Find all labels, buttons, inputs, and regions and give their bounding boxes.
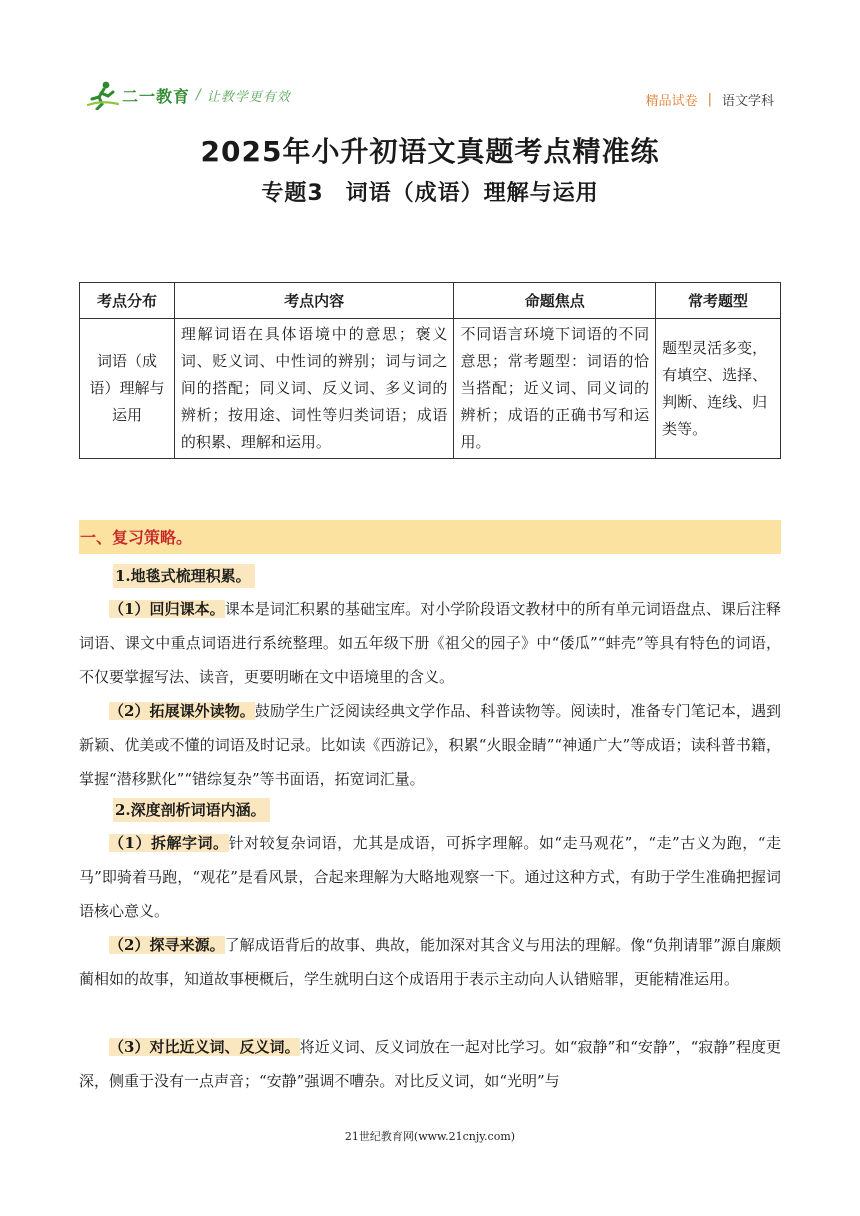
quality-tag: 精品试卷 <box>645 94 698 109</box>
brand-name: 二一教育 <box>122 86 191 106</box>
paragraph-lead: （1）拆解字词。 <box>109 834 229 852</box>
paragraph-split-words <box>79 826 781 928</box>
brand-divider: / <box>196 87 201 103</box>
table-header-cell: 常考题型 <box>656 283 781 319</box>
paragraph-text: 针对较复杂词语，尤其是成语，可拆字理解。如“走马观花”，“走”古义为跑，“走马”即骑着马跑，“观花”是看风景，合起来理解为大略地观察一下。通过这种方式，有助于学生准确把握词语核心意义。 <box>79 834 781 920</box>
paragraph-text: 将近义词、反义词放在一起对比学习。如“寂静”和“安静”，“寂静”程度更深，侧重于没有一点声音；“安静”强调不嘈杂。对比反义词，如“光明”与 <box>79 1038 781 1090</box>
paragraph-compare-synonyms <box>79 1030 781 1098</box>
cell-focus: 不同语言环境下词语的不同意思；常考题型：词语的恰当搭配；近义词、同义词的辨析；成语的正确书写和运用。 <box>454 319 656 459</box>
paragraph-explore-origins <box>79 928 781 996</box>
subtitle-topic-number: 专题3 <box>261 181 324 206</box>
table-header-cell: 考点分布 <box>80 283 175 319</box>
page-title: 2025年小升初语文真题考点精准练 <box>200 135 660 168</box>
table-row <box>80 319 781 459</box>
brand-logo[interactable] <box>86 80 291 110</box>
paragraph-lead: （1）回归课本。 <box>109 600 225 618</box>
cell-content: 理解词语在具体语境中的意思；褒义词、贬义词、中性词的辨别；词与词之间的搭配；同义词、反义词、多义词的辨析；按用途、词性等归类词语；成语的积累、理解和运用。 <box>174 319 454 459</box>
brand-slogan: 让教学更有效 <box>206 89 291 105</box>
exam-points-table <box>79 282 781 459</box>
paragraph-text: 了解成语背后的故事、典故，能加深对其含义与用法的理解。像“负荆请罪”源自廉颇蔺相如的故事，知道故事梗概后，学生就明白这个成语用于表示主动向人认错赔罪，更能精准运用。 <box>79 936 781 988</box>
page-header <box>86 80 774 116</box>
subheading-2: 2.深度剖析词语内涵。 <box>113 798 270 822</box>
section-heading: 一、复习策略。 <box>80 528 193 547</box>
paragraph-text: 鼓励学生广泛阅读经典文学作品、科普读物等。阅读时，准备专门笔记本，遇到新颖、优美或不懂的词语及时记录。比如读《西游记》，积累“火眼金睛”“神通广大”等成语；读科普书籍，掌握“潜移默化”“错综复杂”等书面语，拓宽词汇量。 <box>79 702 781 788</box>
page-subtitle <box>0 176 860 207</box>
paragraph-lead: （2）探寻来源。 <box>109 936 225 954</box>
table-header-cell: 考点内容 <box>174 283 454 319</box>
cell-distribution: 词语（成语）理解与运用 <box>80 319 175 459</box>
cell-types: 题型灵活多变，有填空、选择、判断、连线、归类等。 <box>656 319 781 459</box>
paragraph-extracurricular-reading <box>79 694 781 796</box>
running-man-icon <box>86 80 120 110</box>
paragraph-lead: （3）对比近义词、反义词。 <box>109 1038 300 1056</box>
table-header-cell: 命题焦点 <box>454 283 656 319</box>
paragraph-return-to-textbook <box>79 592 781 694</box>
page-footer: 21世纪教育网(www.21cnjy.com) <box>344 1130 516 1143</box>
tag-separator: | <box>707 92 712 107</box>
paragraph-lead: （2）拓展课外读物。 <box>109 702 255 720</box>
subject-tag: 语文学科 <box>721 94 774 109</box>
subheading-1: 1.地毯式梳理积累。 <box>113 564 255 588</box>
header-tags <box>646 90 774 109</box>
paragraph-text: 课本是词汇积累的基础宝库。对小学阶段语文教材中的所有单元词语盘点、课后注释词语、课文中重点词语进行系统整理。如五年级下册《祖父的园子》中“倭瓜”“蚌壳”等具有特色的词语，不仅要掌握写法、读音，更要明晰在文中语境里的含义。 <box>79 600 781 686</box>
table-header-row <box>80 283 781 319</box>
subtitle-topic-name: 词语（成语）理解与运用 <box>345 181 599 206</box>
